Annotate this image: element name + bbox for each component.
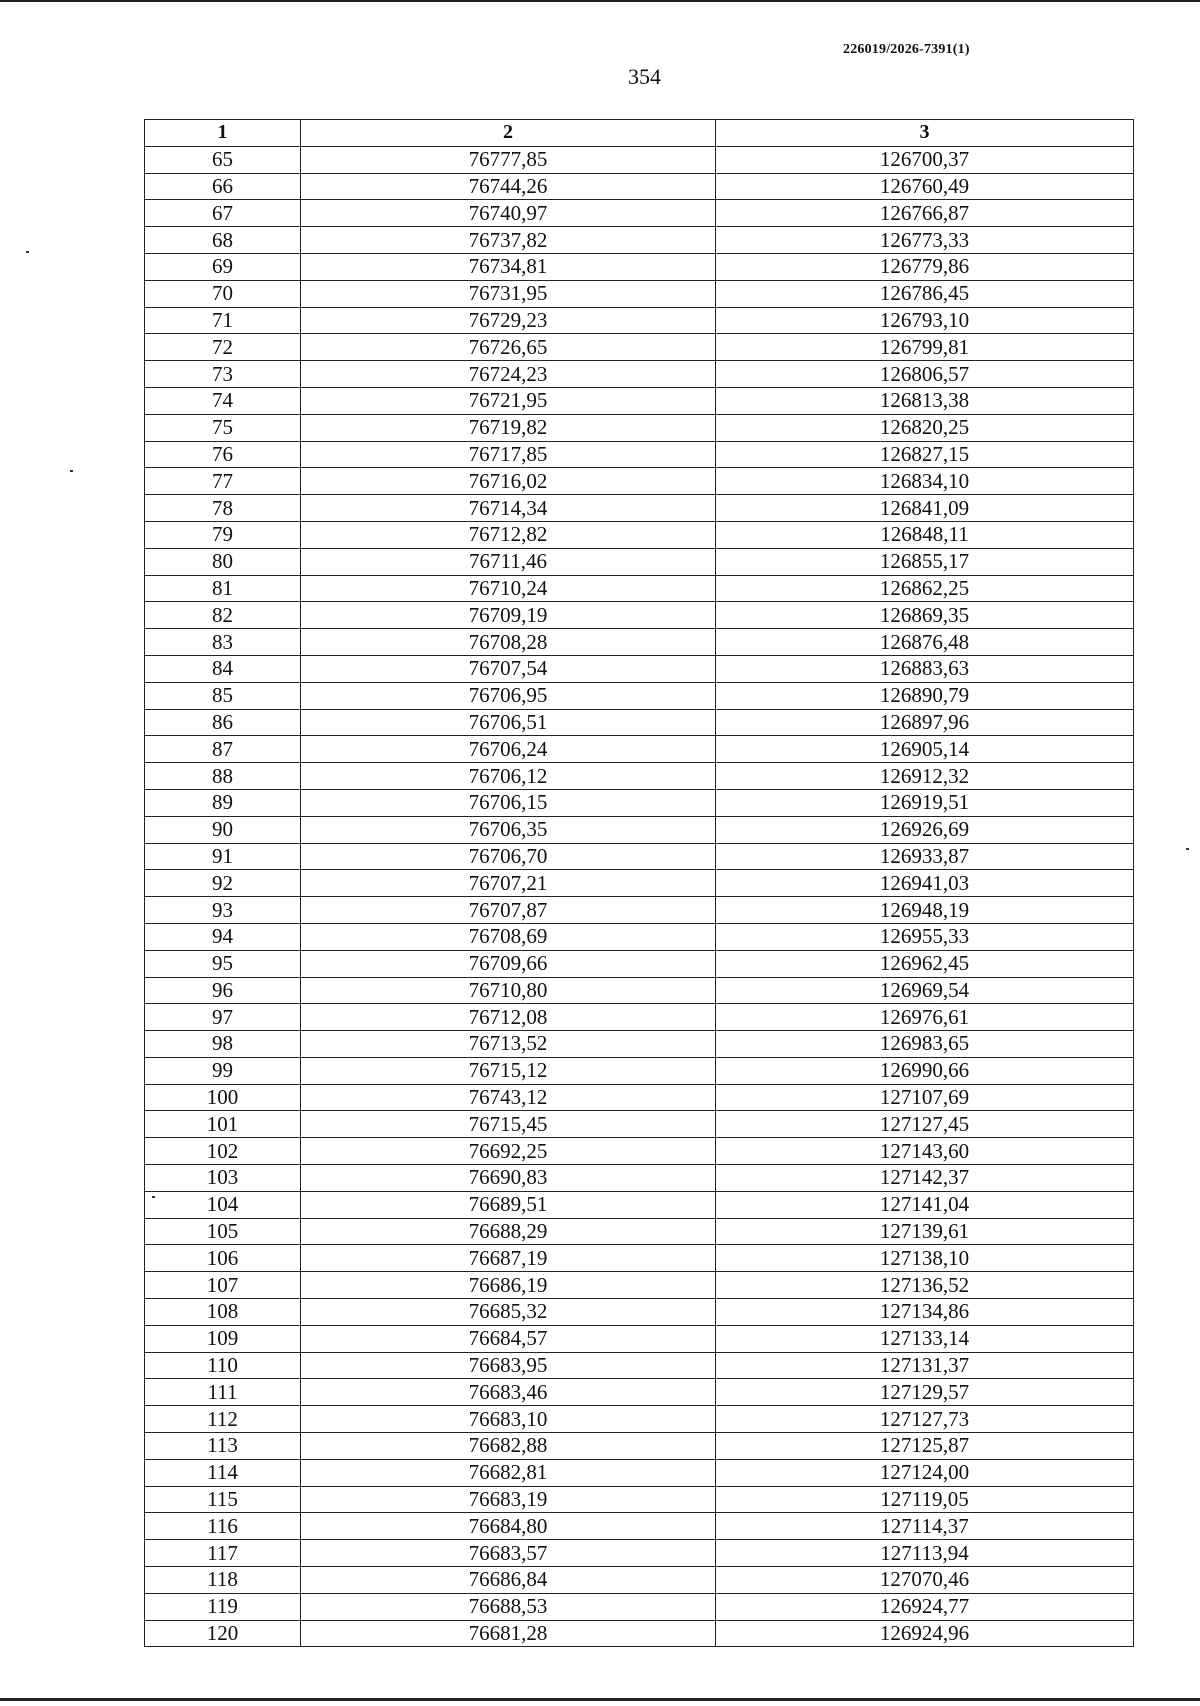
x-coordinate-cell: 76686,84 [301,1567,716,1594]
x-coordinate-cell: 76726,65 [301,334,716,361]
x-coordinate-cell: 76709,66 [301,950,716,977]
table-row [145,334,1134,361]
x-coordinate-cell: 76744,26 [301,173,716,200]
x-coordinate-cell: 76715,45 [301,1111,716,1138]
y-coordinate-cell: 126905,14 [716,736,1134,763]
table-row [145,1593,1134,1620]
y-coordinate-cell: 127134,86 [716,1299,1134,1326]
point-number-cell: 89 [145,789,301,816]
table-row [145,1272,1134,1299]
y-coordinate-cell: 127127,45 [716,1111,1134,1138]
y-coordinate-cell: 126869,35 [716,602,1134,629]
table-row [145,977,1134,1004]
y-coordinate-cell: 127127,73 [716,1406,1134,1433]
y-coordinate-cell: 126827,15 [716,441,1134,468]
point-number-cell: 72 [145,334,301,361]
x-coordinate-cell: 76737,82 [301,227,716,254]
y-coordinate-cell: 127133,14 [716,1325,1134,1352]
y-coordinate-cell: 126876,48 [716,629,1134,656]
table-row [145,146,1134,173]
x-coordinate-cell: 76683,57 [301,1540,716,1567]
table-row [145,1165,1134,1192]
point-number-cell: 111 [145,1379,301,1406]
y-coordinate-cell: 126760,49 [716,173,1134,200]
x-coordinate-cell: 76734,81 [301,253,716,280]
point-number-cell: 83 [145,629,301,656]
table-row [145,1620,1134,1647]
y-coordinate-cell: 127070,46 [716,1567,1134,1594]
point-number-cell: 107 [145,1272,301,1299]
x-coordinate-cell: 76685,32 [301,1299,716,1326]
table-row [145,227,1134,254]
table-row [145,923,1134,950]
table-row [145,521,1134,548]
point-number-cell: 110 [145,1352,301,1379]
table-row [145,1299,1134,1326]
x-coordinate-cell: 76682,88 [301,1433,716,1460]
coordinates-table [144,119,1134,1647]
point-number-cell: 104 [145,1191,301,1218]
x-coordinate-cell: 76710,24 [301,575,716,602]
page-number: 354 [628,64,661,89]
y-coordinate-cell: 126933,87 [716,843,1134,870]
y-coordinate-cell: 126926,69 [716,816,1134,843]
x-coordinate-cell: 76712,08 [301,1004,716,1031]
table-row [145,1379,1134,1406]
y-coordinate-cell: 126897,96 [716,709,1134,736]
point-number-cell: 76 [145,441,301,468]
column-header-1: 1 [145,120,301,147]
y-coordinate-cell: 126962,45 [716,950,1134,977]
table-row [145,548,1134,575]
point-number-cell: 109 [145,1325,301,1352]
table-row [145,468,1134,495]
table-row [145,1218,1134,1245]
x-coordinate-cell: 76710,80 [301,977,716,1004]
point-number-cell: 69 [145,253,301,280]
x-coordinate-cell: 76706,95 [301,682,716,709]
table-row [145,897,1134,924]
y-coordinate-cell: 126855,17 [716,548,1134,575]
point-number-cell: 113 [145,1433,301,1460]
document-number: 226019/2026-7391(1) [843,42,970,57]
x-coordinate-cell: 76743,12 [301,1084,716,1111]
table-row [145,1513,1134,1540]
y-coordinate-cell: 127138,10 [716,1245,1134,1272]
point-number-cell: 66 [145,173,301,200]
table-row [145,1004,1134,1031]
x-coordinate-cell: 76717,85 [301,441,716,468]
x-coordinate-cell: 76686,19 [301,1272,716,1299]
x-coordinate-cell: 76690,83 [301,1165,716,1192]
y-coordinate-cell: 127142,37 [716,1165,1134,1192]
point-number-cell: 90 [145,816,301,843]
y-coordinate-cell: 127107,69 [716,1084,1134,1111]
point-number-cell: 84 [145,655,301,682]
column-header-3: 3 [716,120,1134,147]
y-coordinate-cell: 126786,45 [716,280,1134,307]
x-coordinate-cell: 76684,57 [301,1325,716,1352]
table-row [145,1486,1134,1513]
x-coordinate-cell: 76707,21 [301,870,716,897]
x-coordinate-cell: 76724,23 [301,361,716,388]
point-number-cell: 80 [145,548,301,575]
scan-speck [1186,848,1189,850]
scan-speck [70,470,73,472]
y-coordinate-cell: 127119,05 [716,1486,1134,1513]
table-header-row [145,120,1134,147]
point-number-cell: 75 [145,414,301,441]
point-number-cell: 67 [145,200,301,227]
point-number-cell: 99 [145,1057,301,1084]
y-coordinate-cell: 126848,11 [716,521,1134,548]
x-coordinate-cell: 76683,10 [301,1406,716,1433]
point-number-cell: 85 [145,682,301,709]
y-coordinate-cell: 127124,00 [716,1459,1134,1486]
point-number-cell: 68 [145,227,301,254]
table-row [145,1138,1134,1165]
table-row [145,200,1134,227]
table-row [145,682,1134,709]
point-number-cell: 95 [145,950,301,977]
point-number-cell: 106 [145,1245,301,1272]
x-coordinate-cell: 76714,34 [301,495,716,522]
y-coordinate-cell: 126813,38 [716,387,1134,414]
x-coordinate-cell: 76729,23 [301,307,716,334]
point-number-cell: 92 [145,870,301,897]
y-coordinate-cell: 126773,33 [716,227,1134,254]
point-number-cell: 71 [145,307,301,334]
point-number-cell: 115 [145,1486,301,1513]
x-coordinate-cell: 76706,15 [301,789,716,816]
table-row [145,843,1134,870]
point-number-cell: 65 [145,146,301,173]
scan-speck [152,1196,155,1198]
point-number-cell: 94 [145,923,301,950]
point-number-cell: 87 [145,736,301,763]
table-row [145,789,1134,816]
y-coordinate-cell: 127143,60 [716,1138,1134,1165]
y-coordinate-cell: 126834,10 [716,468,1134,495]
x-coordinate-cell: 76708,69 [301,923,716,950]
y-coordinate-cell: 126700,37 [716,146,1134,173]
x-coordinate-cell: 76706,70 [301,843,716,870]
x-coordinate-cell: 76716,02 [301,468,716,495]
point-number-cell: 103 [145,1165,301,1192]
table-row [145,1111,1134,1138]
y-coordinate-cell: 126976,61 [716,1004,1134,1031]
table-row [145,253,1134,280]
top-border-line [0,0,1200,2]
point-number-cell: 116 [145,1513,301,1540]
y-coordinate-cell: 126793,10 [716,307,1134,334]
y-coordinate-cell: 126890,79 [716,682,1134,709]
point-number-cell: 74 [145,387,301,414]
x-coordinate-cell: 76712,82 [301,521,716,548]
y-coordinate-cell: 127136,52 [716,1272,1134,1299]
table-row [145,816,1134,843]
y-coordinate-cell: 127125,87 [716,1433,1134,1460]
x-coordinate-cell: 76692,25 [301,1138,716,1165]
point-number-cell: 120 [145,1620,301,1647]
point-number-cell: 117 [145,1540,301,1567]
x-coordinate-cell: 76681,28 [301,1620,716,1647]
point-number-cell: 78 [145,495,301,522]
point-number-cell: 77 [145,468,301,495]
table-row [145,495,1134,522]
table-row [145,736,1134,763]
x-coordinate-cell: 76777,85 [301,146,716,173]
x-coordinate-cell: 76706,12 [301,763,716,790]
x-coordinate-cell: 76706,24 [301,736,716,763]
point-number-cell: 70 [145,280,301,307]
y-coordinate-cell: 127114,37 [716,1513,1134,1540]
point-number-cell: 82 [145,602,301,629]
point-number-cell: 114 [145,1459,301,1486]
table-row [145,1433,1134,1460]
table-row [145,1540,1134,1567]
y-coordinate-cell: 127129,57 [716,1379,1134,1406]
y-coordinate-cell: 126941,03 [716,870,1134,897]
y-coordinate-cell: 126969,54 [716,977,1134,1004]
y-coordinate-cell: 126841,09 [716,495,1134,522]
x-coordinate-cell: 76721,95 [301,387,716,414]
point-number-cell: 112 [145,1406,301,1433]
point-number-cell: 86 [145,709,301,736]
table-row [145,870,1134,897]
table-row [145,361,1134,388]
x-coordinate-cell: 76707,54 [301,655,716,682]
point-number-cell: 96 [145,977,301,1004]
x-coordinate-cell: 76709,19 [301,602,716,629]
table-row [145,763,1134,790]
table-body [145,146,1134,1647]
x-coordinate-cell: 76687,19 [301,1245,716,1272]
point-number-cell: 105 [145,1218,301,1245]
table-row [145,629,1134,656]
point-number-cell: 98 [145,1031,301,1058]
x-coordinate-cell: 76715,12 [301,1057,716,1084]
x-coordinate-cell: 76683,46 [301,1379,716,1406]
column-header-2: 2 [301,120,716,147]
x-coordinate-cell: 76689,51 [301,1191,716,1218]
y-coordinate-cell: 126990,66 [716,1057,1134,1084]
y-coordinate-cell: 127139,61 [716,1218,1134,1245]
y-coordinate-cell: 126862,25 [716,575,1134,602]
point-number-cell: 102 [145,1138,301,1165]
table-row [145,655,1134,682]
x-coordinate-cell: 76706,35 [301,816,716,843]
y-coordinate-cell: 127131,37 [716,1352,1134,1379]
x-coordinate-cell: 76688,53 [301,1593,716,1620]
point-number-cell: 100 [145,1084,301,1111]
x-coordinate-cell: 76707,87 [301,897,716,924]
point-number-cell: 118 [145,1567,301,1594]
point-number-cell: 108 [145,1299,301,1326]
point-number-cell: 73 [145,361,301,388]
table-row [145,950,1134,977]
table-row [145,1406,1134,1433]
x-coordinate-cell: 76706,51 [301,709,716,736]
x-coordinate-cell: 76688,29 [301,1218,716,1245]
table-row [145,387,1134,414]
y-coordinate-cell: 126883,63 [716,655,1134,682]
x-coordinate-cell: 76711,46 [301,548,716,575]
y-coordinate-cell: 126766,87 [716,200,1134,227]
y-coordinate-cell: 126799,81 [716,334,1134,361]
table-row [145,280,1134,307]
y-coordinate-cell: 126806,57 [716,361,1134,388]
table-row [145,1057,1134,1084]
y-coordinate-cell: 126919,51 [716,789,1134,816]
bottom-border-line [0,1698,1200,1701]
y-coordinate-cell: 126820,25 [716,414,1134,441]
scan-speck [26,251,29,253]
point-number-cell: 91 [145,843,301,870]
y-coordinate-cell: 126924,77 [716,1593,1134,1620]
x-coordinate-cell: 76740,97 [301,200,716,227]
table-row [145,307,1134,334]
y-coordinate-cell: 126912,32 [716,763,1134,790]
y-coordinate-cell: 127113,94 [716,1540,1134,1567]
point-number-cell: 79 [145,521,301,548]
y-coordinate-cell: 126924,96 [716,1620,1134,1647]
table-row [145,709,1134,736]
table-row [145,575,1134,602]
table-row [145,1191,1134,1218]
y-coordinate-cell: 126955,33 [716,923,1134,950]
table-row [145,173,1134,200]
table-row [145,1245,1134,1272]
point-number-cell: 101 [145,1111,301,1138]
point-number-cell: 81 [145,575,301,602]
x-coordinate-cell: 76683,95 [301,1352,716,1379]
x-coordinate-cell: 76719,82 [301,414,716,441]
point-number-cell: 88 [145,763,301,790]
y-coordinate-cell: 127141,04 [716,1191,1134,1218]
point-number-cell: 119 [145,1593,301,1620]
table-row [145,1325,1134,1352]
y-coordinate-cell: 126779,86 [716,253,1134,280]
x-coordinate-cell: 76731,95 [301,280,716,307]
table-row [145,1031,1134,1058]
table-row [145,602,1134,629]
y-coordinate-cell: 126983,65 [716,1031,1134,1058]
table-row [145,1567,1134,1594]
table-row [145,1084,1134,1111]
x-coordinate-cell: 76683,19 [301,1486,716,1513]
table-row [145,1352,1134,1379]
y-coordinate-cell: 126948,19 [716,897,1134,924]
point-number-cell: 97 [145,1004,301,1031]
x-coordinate-cell: 76684,80 [301,1513,716,1540]
x-coordinate-cell: 76708,28 [301,629,716,656]
point-number-cell: 93 [145,897,301,924]
table-row [145,1459,1134,1486]
table-row [145,414,1134,441]
table-row [145,441,1134,468]
x-coordinate-cell: 76713,52 [301,1031,716,1058]
x-coordinate-cell: 76682,81 [301,1459,716,1486]
